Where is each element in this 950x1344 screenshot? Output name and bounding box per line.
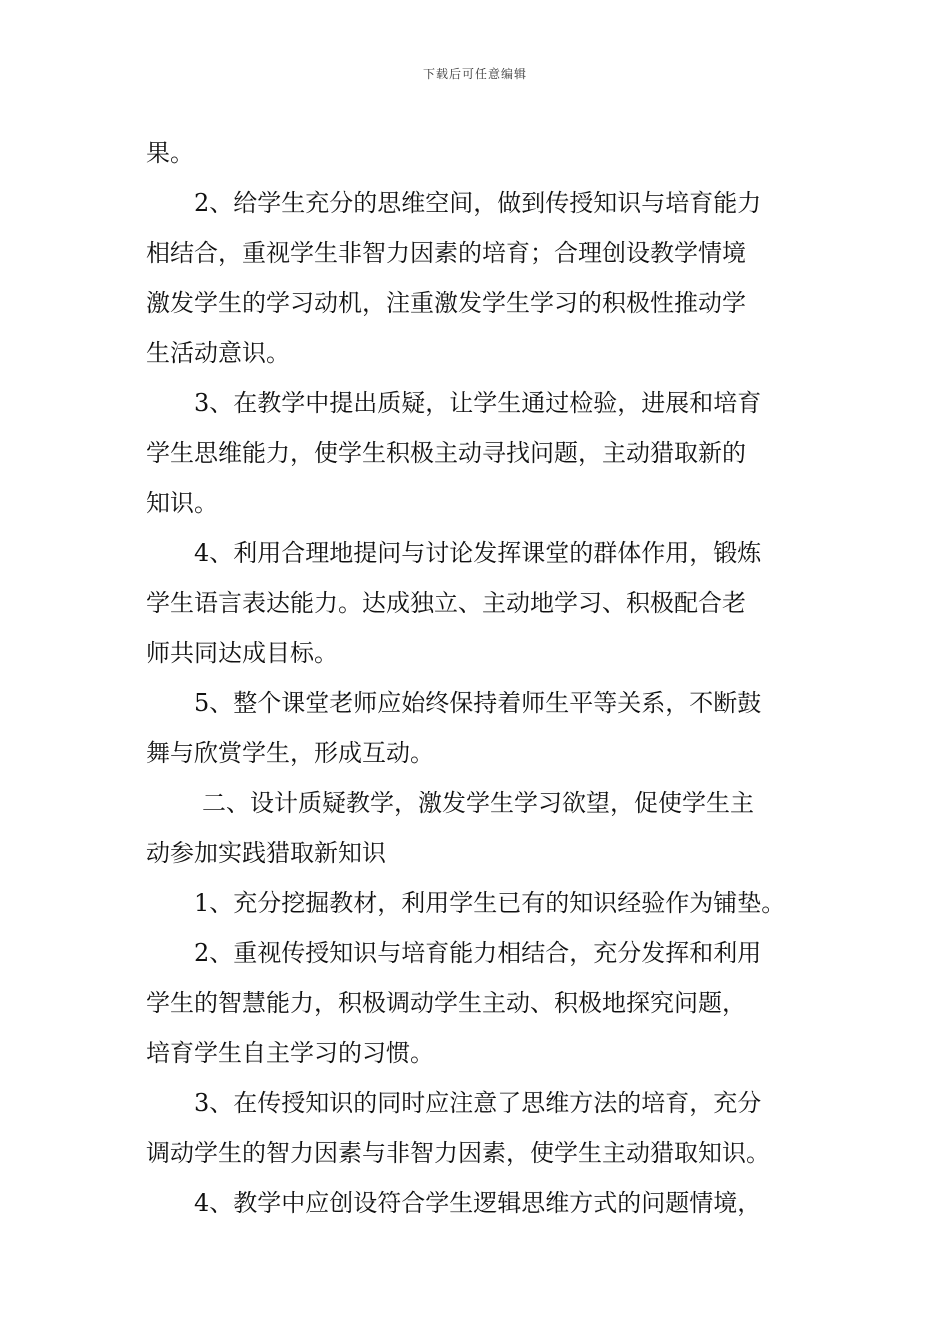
text-line: 相结合，重视学生非智力因素的培育；合理创设教学情境 (146, 239, 746, 267)
text-line: 生活动意识。 (146, 339, 290, 367)
text-line: 激发学生的学习动机，注重激发学生学习的积极性推动学 (146, 289, 746, 317)
text-line: 知识。 (146, 489, 218, 517)
text-line: 师共同达成目标。 (146, 639, 338, 667)
text-line: 3、在传授知识的同时应注意了思维方法的培育，充分 (194, 1089, 762, 1117)
document-body (146, 128, 808, 1228)
text-line: 舞与欣赏学生，形成互动。 (146, 739, 434, 767)
text-line: 学生语言表达能力。达成独立、主动地学习、积极配合老 (146, 589, 746, 617)
text-line: 学生思维能力，使学生积极主动寻找问题，主动猎取新的 (146, 439, 746, 467)
text-line: 2、重视传授知识与培育能力相结合，充分发挥和利用 (194, 939, 762, 967)
page-header-note: 下载后可任意编辑 (422, 67, 527, 81)
text-line: 1、充分挖掘教材，利用学生已有的知识经验作为铺垫。 (194, 889, 786, 917)
text-line: 培育学生自主学习的习惯。 (146, 1039, 434, 1067)
text-line: 2、给学生充分的思维空间，做到传授知识与培育能力 (194, 189, 762, 217)
text-line: 果。 (146, 139, 194, 167)
text-line: 3、在教学中提出质疑，让学生通过检验，进展和培育 (194, 389, 762, 417)
section-heading-line: 动参加实践猎取新知识 (146, 839, 386, 867)
text-line: 5、整个课堂老师应始终保持着师生平等关系，不断鼓 (194, 689, 762, 717)
text-line: 学生的智慧能力，积极调动学生主动、积极地探究问题， (146, 989, 746, 1017)
text-line: 4、教学中应创设符合学生逻辑思维方式的问题情境， (194, 1189, 762, 1217)
section-heading-line: 二、设计质疑教学，激发学生学习欲望，促使学生主 (202, 789, 754, 817)
text-line: 调动学生的智力因素与非智力因素，使学生主动猎取知识。 (146, 1139, 770, 1167)
text-line: 4、利用合理地提问与讨论发挥课堂的群体作用，锻炼 (194, 539, 762, 567)
